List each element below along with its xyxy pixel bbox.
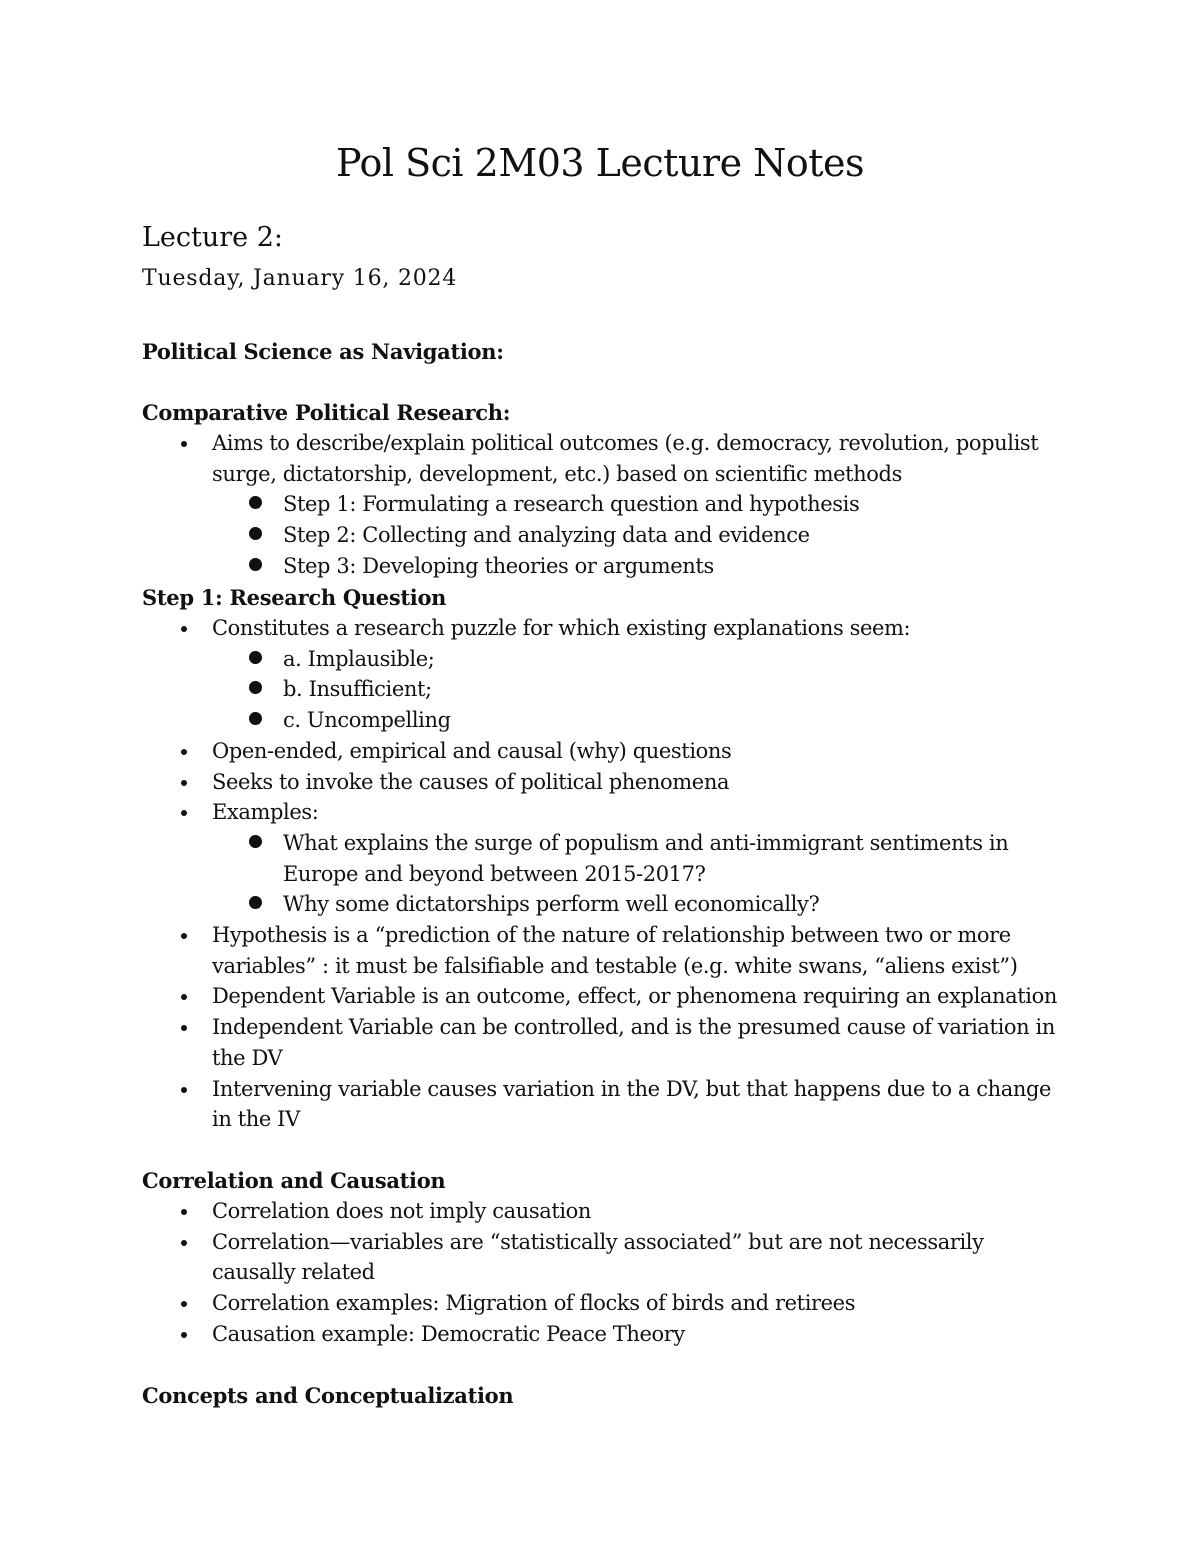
list-item bbox=[142, 1227, 1072, 1288]
sub-item-text: b. Insufficient; bbox=[283, 677, 432, 702]
bullet-icon bbox=[181, 1332, 187, 1338]
bullet-text: Examples: bbox=[212, 800, 319, 825]
sub-list-item bbox=[142, 828, 1072, 889]
bullet-text: Dependent Variable is an outcome, effect, or phenomena requiring an explanation bbox=[212, 984, 1057, 1009]
list-item bbox=[142, 1012, 1072, 1073]
section-heading-correlation: Correlation and Causation bbox=[142, 1168, 446, 1193]
sub-list-item bbox=[142, 674, 1072, 705]
section-heading-step1: Step 1: Research Question bbox=[142, 585, 447, 610]
sub-list-item bbox=[142, 644, 1072, 675]
hollow-bullet-icon bbox=[249, 681, 262, 694]
bullet-icon bbox=[181, 810, 187, 816]
list-item bbox=[142, 736, 1072, 767]
hollow-bullet-icon bbox=[249, 527, 262, 540]
bullet-icon bbox=[181, 1209, 187, 1215]
sub-list-item bbox=[142, 889, 1072, 920]
section-heading-concepts: Concepts and Conceptualization bbox=[142, 1383, 514, 1408]
bullet-text: Intervening variable causes variation in the DV, but that happens due to a change in the IV bbox=[212, 1076, 1052, 1132]
hollow-bullet-icon bbox=[249, 496, 262, 509]
lecture-date: Tuesday, January 16, 2024 bbox=[142, 266, 458, 291]
bullet-text: Correlation—variables are “statistically associated” but are not necessarily causally related bbox=[212, 1229, 984, 1285]
hollow-bullet-icon bbox=[249, 558, 262, 571]
list-item bbox=[142, 981, 1072, 1012]
bullet-icon bbox=[181, 626, 187, 632]
list-item bbox=[142, 767, 1072, 798]
correlation-list bbox=[142, 1196, 1072, 1350]
hollow-bullet-icon bbox=[249, 712, 262, 725]
bullet-text: Independent Variable can be controlled, and is the presumed cause of variation in the DV bbox=[212, 1015, 1055, 1070]
list-item bbox=[142, 428, 1072, 582]
bullet-icon bbox=[181, 1240, 187, 1246]
bullet-icon bbox=[181, 1087, 187, 1093]
bullet-icon bbox=[181, 1025, 187, 1031]
list-item bbox=[142, 1074, 1072, 1135]
section-heading-navigation: Political Science as Navigation: bbox=[142, 339, 504, 364]
sub-item-text: c. Uncompelling bbox=[283, 708, 451, 733]
sub-list-item bbox=[142, 705, 1072, 736]
sub-list-item bbox=[142, 489, 1072, 520]
sub-list bbox=[212, 828, 1072, 920]
list-item bbox=[142, 1288, 1072, 1319]
bullet-text: Open-ended, empirical and causal (why) questions bbox=[212, 738, 732, 763]
bullet-icon bbox=[181, 441, 187, 447]
bullet-text: Seeks to invoke the causes of political phenomena bbox=[212, 769, 730, 794]
step1-list bbox=[142, 613, 1072, 1135]
sub-list-item bbox=[142, 551, 1072, 582]
bullet-icon bbox=[181, 749, 187, 755]
bullet-text: Hypothesis is a “prediction of the nature of relationship between two or more variables” : it must be falsifiable and testable (e.g. white swans, “aliens exist”) bbox=[212, 923, 1018, 978]
bullet-icon bbox=[181, 1301, 187, 1307]
sub-item-text: Step 1: Formulating a research question and hypothesis bbox=[283, 492, 860, 517]
sub-list bbox=[212, 489, 1072, 581]
hollow-bullet-icon bbox=[249, 835, 262, 848]
page-title: Pol Sci 2M03 Lecture Notes bbox=[335, 141, 865, 185]
sub-item-text: Step 3: Developing theories or arguments bbox=[283, 553, 714, 578]
bullet-icon bbox=[181, 994, 187, 1000]
list-item bbox=[142, 797, 1072, 920]
lecture-heading: Lecture 2: bbox=[142, 222, 284, 253]
list-item bbox=[142, 1319, 1072, 1350]
bullet-icon bbox=[181, 933, 187, 939]
bullet-icon bbox=[181, 780, 187, 786]
sub-item-text: What explains the surge of populism and anti-immigrant sentiments in Europe and beyond between 2015-2017? bbox=[283, 830, 1009, 886]
hollow-bullet-icon bbox=[249, 896, 262, 909]
bullet-text: Constitutes a research puzzle for which existing explanations seem: bbox=[212, 616, 911, 640]
sub-item-text: Step 2: Collecting and analyzing data and evidence bbox=[283, 523, 810, 548]
sub-item-text: Why some dictatorships perform well economically? bbox=[283, 892, 820, 917]
hollow-bullet-icon bbox=[249, 651, 262, 664]
bullet-text: Correlation examples: Migration of flocks of birds and retirees bbox=[212, 1291, 856, 1316]
comparative-list bbox=[142, 428, 1072, 582]
bullet-text: Correlation does not imply causation bbox=[212, 1199, 592, 1223]
section-heading-comparative: Comparative Political Research: bbox=[142, 400, 511, 425]
list-item bbox=[142, 920, 1072, 981]
list-item bbox=[142, 613, 1072, 736]
bullet-text: Aims to describe/explain political outcomes (e.g. democracy, revolution, populist surge, dictatorship, development, etc.) based on scientific methods bbox=[212, 431, 1039, 486]
sub-list-item bbox=[142, 520, 1072, 551]
list-item bbox=[142, 1196, 1072, 1227]
bullet-text: Causation example: Democratic Peace Theory bbox=[212, 1321, 685, 1346]
sub-item-text: a. Implausible; bbox=[283, 646, 435, 671]
sub-list bbox=[212, 644, 1072, 736]
